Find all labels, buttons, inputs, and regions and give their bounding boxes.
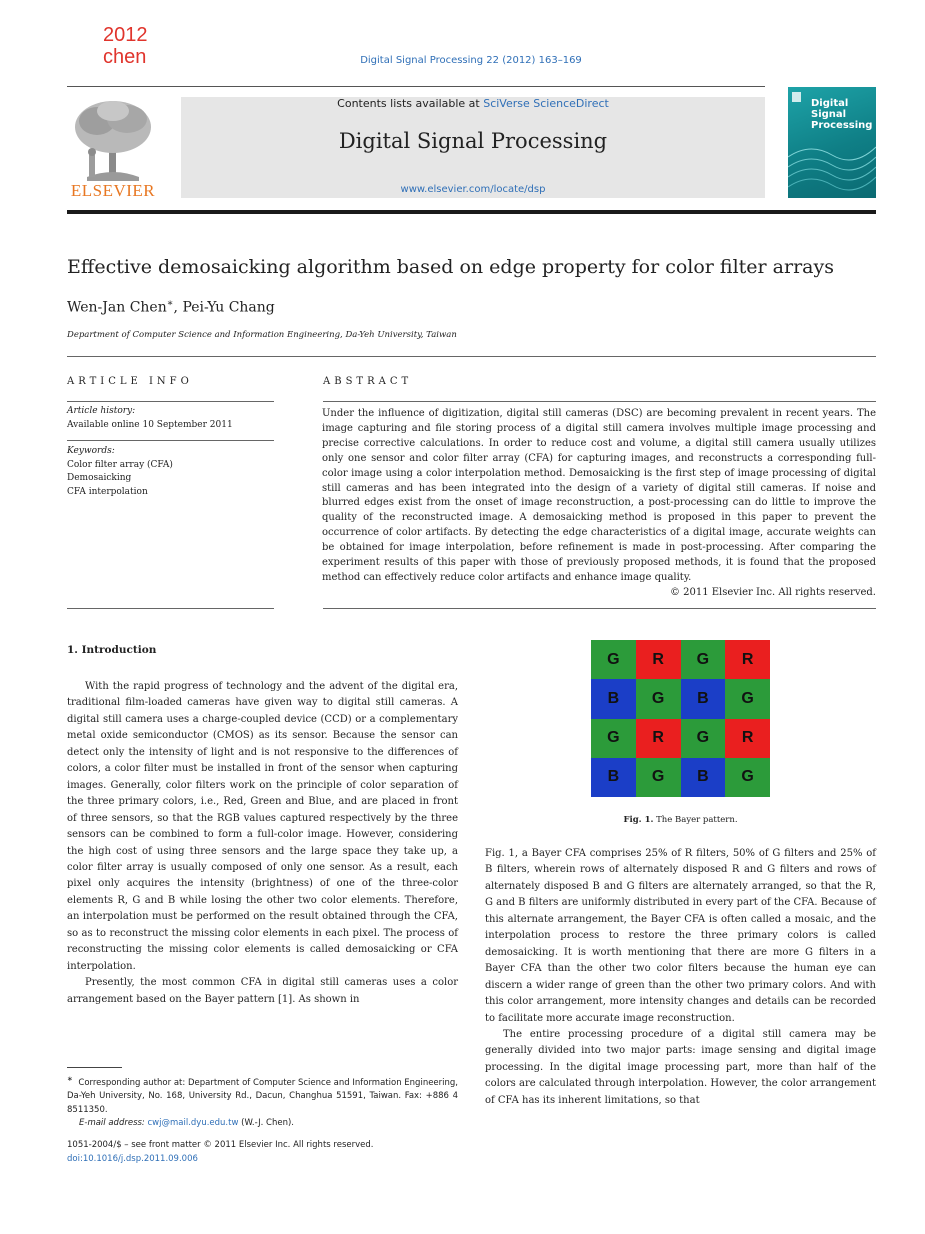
- article-history: Article history: Available online 10 September 2011: [67, 406, 233, 430]
- author-chang: Pei-Yu Chang: [182, 299, 275, 316]
- footnote-mark: ∗: [67, 1074, 73, 1083]
- contents-availability: Contents lists available at SciVerse ScienceDirect: [337, 97, 609, 110]
- intro-paragraph: Presently, the most common CFA in digital still cameras uses a color arrangement based on the Bayer pattern [1]. As shown in: [67, 977, 458, 1005]
- author-affiliation: Department of Computer Science and Information Engineering, Da-Yeh University, Taiwan: [67, 330, 457, 340]
- abstract-bottom-rule: [323, 608, 876, 609]
- bayer-cell-r: R: [636, 719, 681, 758]
- stamp-year: 2012: [103, 24, 148, 46]
- abstract-heading: ABSTRACT: [323, 376, 413, 387]
- bayer-cell-g: G: [591, 640, 636, 679]
- bayer-cell-g: G: [681, 719, 726, 758]
- doi-link[interactable]: doi:10.1016/j.dsp.2011.09.006: [67, 1153, 198, 1164]
- bayer-cell-b: B: [591, 679, 636, 718]
- keywords-rule: [67, 440, 274, 441]
- bayer-cell-b: B: [591, 758, 636, 797]
- journal-url-link[interactable]: www.elsevier.com/locate/dsp: [400, 184, 546, 195]
- journal-reference[interactable]: Digital Signal Processing 22 (2012) 163–169: [360, 55, 582, 66]
- cover-title: Digital Signal Processing: [811, 98, 873, 131]
- front-matter-notice: 1051-2004/$ – see front matter © 2011 Elsevier Inc. All rights reserved. doi:10.1016/j.dsp.2011.09.006: [67, 1139, 373, 1166]
- journal-title: Digital Signal Processing: [338, 129, 608, 153]
- bayer-cell-g: G: [591, 719, 636, 758]
- bayer-cell-g: G: [725, 679, 770, 718]
- article-info-rule: [67, 401, 274, 402]
- bayer-cell-r: R: [725, 719, 770, 758]
- bayer-pattern-figure: [591, 640, 770, 797]
- keywords-list: Keywords: Color filter array (CFA) Demosaicking CFA interpolation: [67, 445, 274, 499]
- intro-paragraph: With the rapid progress of technology and the advent of the digital era, traditional film-loaded cameras have given way to digital still cameras. A digital still camera uses a charge-coupled device (CCD) or a complementary metal oxide semiconductor (CMOS) as its sensor. Because the sensor can detect only the intensity of light and is not responsive to the differences of colors, a color filter must be installed in front of the sensor when capturing images. Generally, color filters work on the principle of color separation of the three primary colors, i.e., Red, Green and Blue, and are placed in front of three sensors, so that the RGB values captured respectively by the three sensors can be combined to form a full-color image. However, considering the high cost of using three sensors and the large space they take up, a color filter array is usually composed of only one sensor. As a result, each pixel only acquires the intensity (brightness) of one of the three-color elements R, G and B while losing the other two color elements. Therefore, an interpolation must be performed on the result obtained through the CFA, so as to reconstruct the missing color elements in each pixel. The process of reconstructing the missing color elements is called demosaicking or CFA interpolation.: [67, 681, 458, 972]
- bayer-cell-g: G: [636, 679, 681, 718]
- bayer-cell-g: G: [681, 640, 726, 679]
- front-section-rule: [67, 356, 876, 357]
- author-email-link[interactable]: cwj@mail.dyu.edu.tw: [147, 1118, 239, 1129]
- sciencedirect-link[interactable]: SciVerse ScienceDirect: [483, 97, 609, 110]
- left-column-text: [67, 679, 458, 1008]
- article-info-heading: ARTICLE INFO: [67, 376, 193, 387]
- abstract-copyright: © 2011 Elsevier Inc. All rights reserved.: [669, 586, 876, 598]
- corresponding-author-footnote: ∗ Corresponding author at: Department of Computer Science and Information Engineering, Da-Yeh University, No. 168, University Rd., Dacun, Changhua 51591, Taiwan. Fax: +886 4 8511350. E-mail address: cwj@mail.dyu.edu.tw (W.-J. Chen).: [67, 1074, 459, 1129]
- abstract-rule: [323, 401, 876, 402]
- stamp-name: chen: [103, 46, 147, 68]
- bayer-cell-g: G: [636, 758, 681, 797]
- keyword-item: CFA interpolation: [67, 486, 148, 497]
- author-chen: Wen-Jan Chen: [67, 299, 167, 316]
- bayer-cell-b: B: [681, 679, 726, 718]
- bayer-cell-r: R: [725, 640, 770, 679]
- author-list: Wen-Jan Chen∗, Pei-Yu Chang: [67, 298, 275, 316]
- bayer-cell-b: B: [681, 758, 726, 797]
- figure-caption: Fig. 1. The Bayer pattern.: [623, 815, 738, 825]
- corresponding-author-mark[interactable]: ∗: [166, 298, 174, 309]
- intro-paragraph: The entire processing procedure of a digital still camera may be generally divided into two major parts: image sensing and digital image processing. In the digital image processing part, more than half of the colors are calculated through interpolation. However, the color arrangement of CFA has its inherent limitations, so that: [485, 1028, 876, 1106]
- footnote-rule: [67, 1067, 122, 1068]
- intro-paragraph: Fig. 1, a Bayer CFA comprises 25% of R filters, 50% of G filters and 25% of B filters, wherein rows of alternately disposed R and G filters and rows of alternately disposed B and G filters are alternately arranged, so that the R, G and B filters are uniformly distributed in every part of the CFA. Because of this alternate arrangement, the Bayer CFA is often called a mosaic, and the interpolation process to restore the three primary colors is called demosaicking. It is worth mentioning that there are more G filters in a Bayer CFA than the other two color filters because the human eye can discern a wider range of green than the other two primary colors. And with this color arrangement, more intensity changes and details can be recorded to facilitate more accurate image reconstruction.: [485, 848, 876, 1024]
- abstract-text: Under the influence of digitization, digital still cameras (DSC) are becoming prevalent in recent years. The image capturing and file storing process of a digital still camera involves multiple image processing and precise corrective calculations. In order to reduce cost and volume, a digital still camera usually utilizes only one sensor and color filter array (CFA) for capturing images, and reconstructs a corresponding full-color image using a color interpolation method. Demosaicking is the first step of image processing of digital still cameras and has been integrated into the design of a variety of digital still cameras. If noise and blurred edges exist from the onset of image reconstruction, a post-processing can do little to improve the quality of the reconstructed image. A demosaicking method is proposed in this paper to prevent the occurrence of color artifacts. By detecting the edge characteristics of a digital image, accurate weights can be obtained for image interpolation, before refinement is made in post-processing. After comparing the experiment results of this paper with those of previously proposed methods, it is found that the proposed method can effectively reduce color artifacts and enhance image quality.: [322, 408, 876, 583]
- header-rule: [67, 86, 765, 87]
- masthead-thick-rule: [67, 210, 876, 214]
- bayer-cell-g: G: [725, 758, 770, 797]
- bayer-cell-r: R: [636, 640, 681, 679]
- article-title: Effective demosaicking algorithm based on edge property for color filter arrays: [67, 256, 834, 278]
- publisher-wordmark: ELSEVIER: [70, 181, 156, 200]
- figure-label: Fig. 1.: [623, 815, 654, 825]
- abstract-text-block: [322, 407, 876, 601]
- section-title-introduction: 1. Introduction: [67, 644, 157, 656]
- article-info-bottom-rule: [67, 608, 274, 609]
- keyword-item: Color filter array (CFA): [67, 459, 173, 470]
- keyword-item: Demosaicking: [67, 473, 132, 483]
- right-column-text: [485, 846, 876, 1109]
